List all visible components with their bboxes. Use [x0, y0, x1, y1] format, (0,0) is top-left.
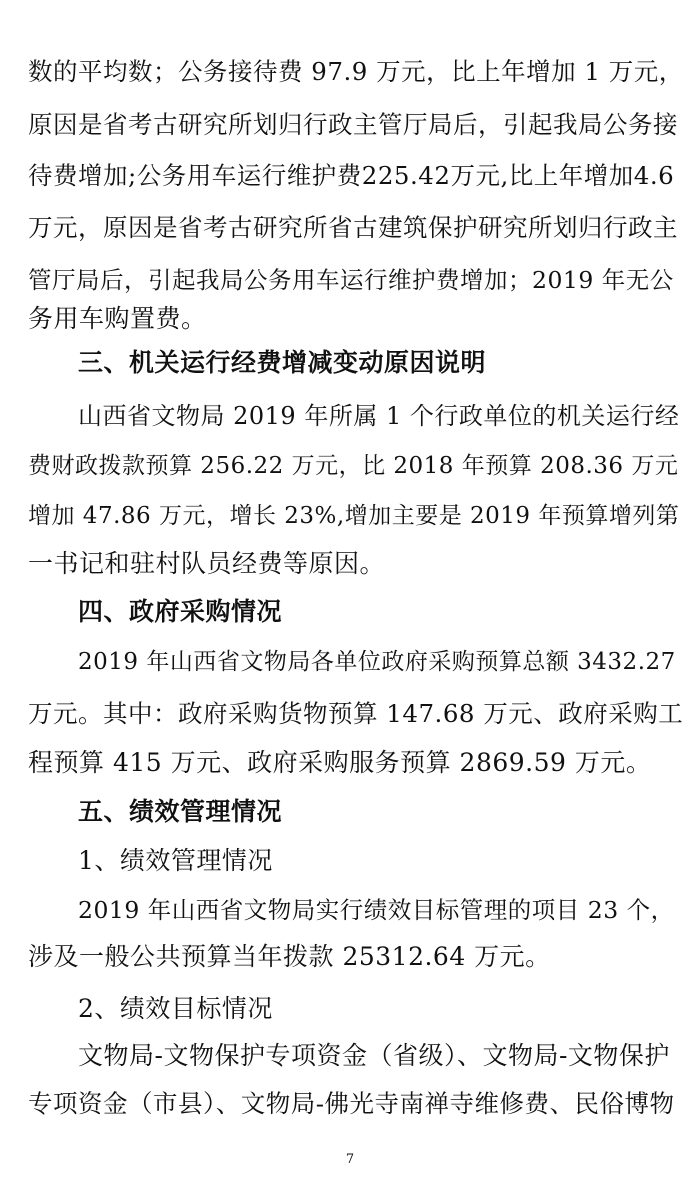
paragraph-line: 山西省文物局 2019 年所属 1 个行政单位的机关运行经	[78, 402, 680, 430]
page-number: 7	[345, 1152, 355, 1167]
section-heading: 三、机关运行经费增减变动原因说明	[78, 348, 487, 377]
paragraph-line: 费财政拨款预算 256.22 万元，比 2018 年预算 208.36 万元	[28, 453, 679, 479]
paragraph-line: 万元，原因是省考古研究所省古建筑保护研究所划归行政主	[28, 213, 678, 242]
paragraph-line: 数的平均数；公务接待费 97.9 万元，比上年增加 1 万元，	[28, 57, 684, 86]
paragraph-line: 文物局-文物保护专项资金（省级）、文物局-文物保护	[78, 1041, 670, 1070]
paragraph-line: 一书记和驻村队员经费等原因。	[28, 549, 386, 578]
paragraph-line: 增加 47.86 万元，增长 23%,增加主要是 2019 年预算增列第	[28, 503, 680, 529]
paragraph-line: 程预算 415 万元、政府采购服务预算 2869.59 万元。	[28, 748, 652, 777]
paragraph-line: 万元。其中：政府采购货物预算 147.68 万元、政府采购工	[28, 699, 684, 728]
paragraph-line: 专项资金（市县）、文物局-佛光寺南禅寺维修费、民俗博物	[28, 1089, 675, 1118]
paragraph-line: 待费增加;公务用车运行维护费225.42万元,比上年增加4.6	[28, 161, 675, 190]
paragraph-line: 2019 年山西省文物局各单位政府采购预算总额 3432.27	[78, 649, 676, 675]
paragraph-line: 务用车购置费。	[28, 304, 207, 333]
paragraph-line: 2019 年山西省文物局实行绩效目标管理的项目 23 个，	[78, 896, 675, 924]
section-heading: 五、绩效管理情况	[78, 797, 283, 826]
paragraph-line: 原因是省考古研究所划归行政主管厅局后，引起我局公务接	[28, 110, 678, 139]
subsection-heading: 1、绩效管理情况	[78, 846, 273, 875]
paragraph-line: 涉及一般公共预算当年拨款 25312.64 万元。	[28, 942, 551, 971]
paragraph-line: 管厅局后，引起我局公务用车运行维护费增加；2019 年无公	[28, 266, 674, 294]
section-heading: 四、政府采购情况	[78, 597, 283, 626]
subsection-heading: 2、绩效目标情况	[78, 994, 273, 1023]
